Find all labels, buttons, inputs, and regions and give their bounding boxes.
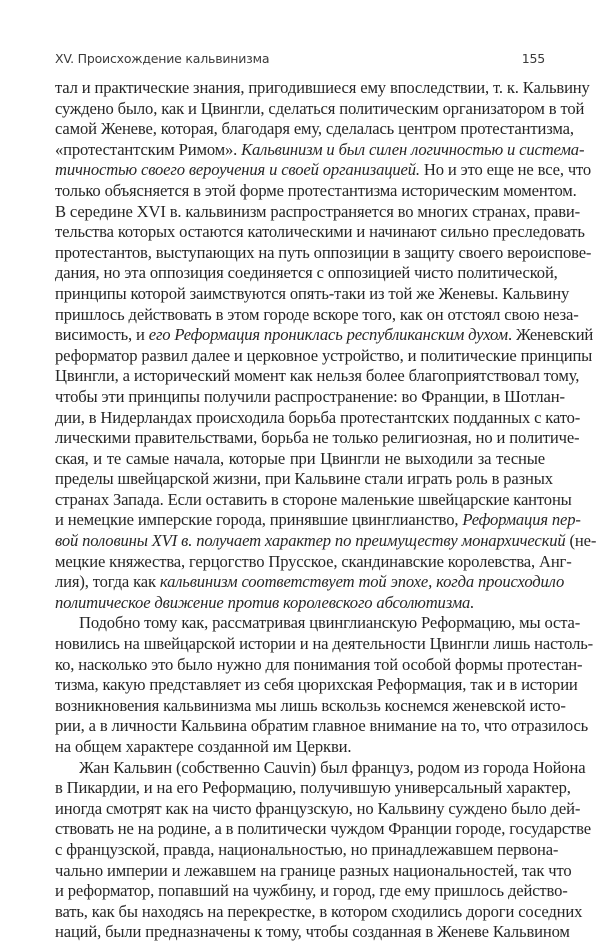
- text-line: [55, 531, 597, 552]
- text-run: возникновения кальвинизма мы лишь вскользь коснемся женевской исто-: [55, 695, 566, 715]
- text-run: Подобно тому как, рассматривая цвинглианскую Реформацию, мы оста-: [79, 613, 581, 633]
- text-run: В середине XVI в. кальвинизм распространяется во многих странах, прави-: [55, 201, 581, 221]
- text-run: в Пикардии, и на его Реформацию, получившую универсальный характер,: [55, 778, 571, 798]
- italic-text: вой половины XVI в. получает характер по преимуществу монархический: [55, 531, 566, 551]
- text-run: странах Запада. Если оставить в стороне маленькие швейцарские кантоны: [55, 489, 572, 509]
- text-line: [55, 283, 570, 305]
- text-run: ко, насколько это было нужно для понимания той особой формы протестан-: [55, 654, 583, 674]
- text-run: наций, были предназначены к тому, чтобы созданная в Женеве Кальвином: [55, 922, 570, 942]
- text-line: [55, 860, 572, 882]
- text-line: [55, 263, 558, 284]
- text-line: [55, 160, 592, 181]
- text-line: [55, 901, 583, 923]
- text-run: Жан Кальвин (собственно Cauvin) был француз, родом из города Нойона: [79, 757, 586, 777]
- text-run: висимость, и: [55, 325, 149, 345]
- text-run: . Женевский: [507, 325, 594, 345]
- text-run: самой Женеве, которая, благодаря ему, сделалась центром протестантизма,: [55, 119, 574, 139]
- text-line: [55, 819, 591, 840]
- text-run: вать, как бы находясь на перекрестке, в котором сходились дороги соседних: [55, 901, 583, 921]
- text-run: новились на швейцарской истории и на деятельности Цвингли лишь настоль-: [55, 634, 594, 654]
- text-run: чально империи и лежавшем на границе разных национальностей, так что: [55, 860, 572, 880]
- text-line: [55, 222, 585, 243]
- text-run: Но и это еще не все, что: [419, 160, 592, 180]
- text-run: дания, но эта оппозиция соединяется с оппозицией чисто политической,: [55, 263, 558, 283]
- text-line: [55, 78, 590, 99]
- text-run: принципы которой заимствуются опять-таки из той же Женевы. Кальвину: [55, 283, 570, 303]
- text-run: «протестантским Римом».: [55, 139, 242, 159]
- text-run: рии, а в личности Кальвина обратим главное внимание на то, что отразилось: [55, 716, 589, 736]
- text-line: [55, 675, 578, 696]
- text-run: пределы швейцарской жизни, при Кальвине стали играть роль в разных: [55, 469, 553, 489]
- text-line: [55, 922, 570, 943]
- text-run: тельства которых остаются католическими и начинают сильно преследовать: [55, 222, 585, 242]
- text-line: [55, 325, 594, 346]
- text-line: [55, 428, 580, 449]
- body-text: [55, 78, 597, 943]
- italic-text: тичностью своего вероучения и своей организацией.: [55, 160, 420, 180]
- text-line: [55, 634, 594, 655]
- italic-text: его Реформация прониклась республиканским духом: [148, 325, 508, 345]
- text-run: тизма, какую представляет из себя цюрихская Реформация, так и в истории: [55, 675, 578, 695]
- text-line: [55, 654, 583, 676]
- text-line: [55, 366, 580, 387]
- text-line: [55, 757, 586, 779]
- text-run: Цвингли, а исторический момент как нельзя более благоприятствовал тому,: [55, 366, 580, 386]
- text-line: [55, 695, 566, 717]
- text-line: [55, 98, 585, 120]
- text-line: [55, 881, 568, 902]
- text-run: лическими правительствами, борьба не только религиозная, но и политиче-: [55, 428, 580, 448]
- text-run: протестантов, выступающих на путь оппозиции в защиту своего вероиспове-: [55, 242, 592, 262]
- text-run: пришлось действовать в этом городе вскоре того, как он отстоял свою неза-: [55, 304, 579, 324]
- text-line: [55, 345, 593, 367]
- text-line: [55, 489, 572, 511]
- text-run: (не-: [565, 531, 597, 551]
- page-number: 155: [521, 51, 545, 66]
- running-head: [55, 51, 545, 71]
- text-line: [55, 180, 577, 202]
- text-run: только объясняется в этой форме протестантизма историческим моментом.: [55, 180, 577, 200]
- text-line: [55, 386, 565, 408]
- text-line: [55, 242, 592, 264]
- text-line: [55, 716, 589, 737]
- text-run: и реформатор, попавший на чужбину, и город, где ему пришлось действо-: [55, 881, 568, 901]
- text-line: [55, 510, 581, 531]
- text-line: [55, 119, 574, 140]
- text-line: [55, 201, 581, 223]
- text-run: дии, в Нидерландах происходила борьба протестантских подданных с като-: [55, 407, 581, 427]
- text-run: с французской, правда, национальностью, но принадлежавшем первона-: [55, 839, 559, 859]
- text-line: [55, 778, 571, 799]
- text-line: [55, 551, 572, 573]
- text-line: [55, 839, 559, 861]
- text-run: на общем характере созданной им Церкви.: [55, 737, 352, 756]
- text-line: [55, 613, 581, 634]
- text-line: [55, 469, 553, 490]
- text-run: суждено было, как и Цвингли, сделаться политическим организатором в той: [55, 98, 585, 118]
- text-line: [55, 304, 579, 326]
- text-run: мецкие княжества, герцогство Прусское, скандинавские королевства, Анг-: [55, 551, 572, 571]
- text-run: чтобы эти принципы получили распространение: во Франции, в Шотлан-: [55, 386, 565, 406]
- text-run: тал и практические знания, пригодившиеся ему впоследствии, т. к. Кальвину: [55, 78, 590, 97]
- italic-text: политическое движение против королевского абсолютизма.: [55, 592, 475, 612]
- text-line: [55, 407, 581, 429]
- text-run: ская, и те самые начала, которые при Цвингли не выходили за тесные: [55, 448, 545, 468]
- text-line: [55, 798, 581, 820]
- text-line: [55, 737, 545, 758]
- text-run: реформатор развил далее и церковное устройство, и политические принципы: [55, 345, 593, 365]
- text-line: [55, 449, 545, 470]
- text-run: лия), тогда как: [55, 572, 160, 592]
- text-run: и немецкие имперские города, принявшие цвинглианство,: [55, 510, 463, 530]
- italic-text: Кальвинизм и был силен логичностью и система-: [241, 139, 585, 159]
- text-run: ствовать не на родине, а в политически чуждом Франции городе, государстве: [55, 819, 591, 839]
- italic-text: кальвинизм соответствует той эпохе, когда происходило: [159, 572, 565, 592]
- text-line: [55, 572, 565, 593]
- text-run: иногда смотрят как на чисто французскую, но Кальвину суждено было дей-: [55, 798, 581, 818]
- italic-text: Реформация пер-: [462, 510, 581, 530]
- chapter-title: XV. Происхождение кальвинизма: [55, 51, 270, 66]
- text-line: [55, 593, 545, 614]
- text-line: [55, 139, 585, 161]
